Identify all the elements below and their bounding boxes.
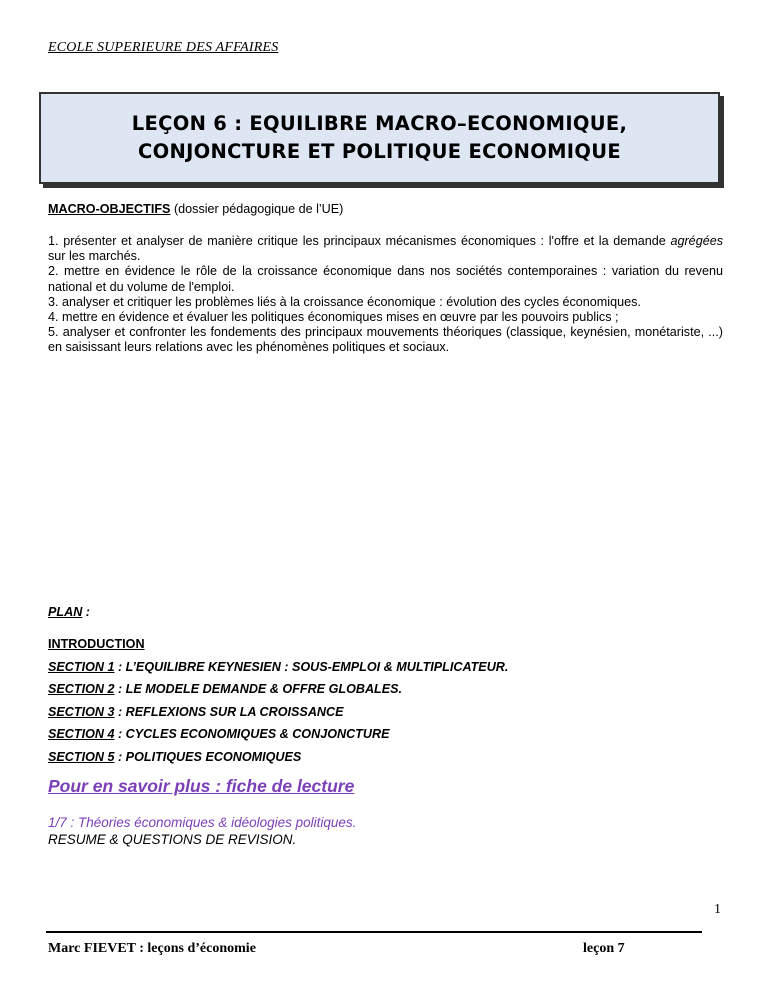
plan-section-3: SECTION 3 : REFLEXIONS SUR LA CROISSANCE — [48, 704, 344, 719]
macro-objectives-heading — [48, 202, 723, 217]
footer-lesson: leçon 7 — [583, 941, 625, 956]
footer-divider — [46, 931, 702, 933]
macro-objectives-list — [48, 234, 723, 356]
plan-label: PLAN — [48, 605, 83, 619]
plan-section-1: SECTION 1 : L’EQUILIBRE KEYNESIEN : SOUS-EMPLOI & MULTIPLICATEUR. — [48, 659, 509, 674]
plan-section-5: SECTION 5 : POLITIQUES ECONOMIQUES — [48, 749, 302, 764]
macro-objective-1: 1. présenter et analyser de manière critique les principaux mécanismes économiques : l'offre et la demande agrégées sur les marchés. — [48, 234, 723, 264]
school-header: ECOLE SUPERIEURE DES AFFAIRES — [48, 40, 279, 55]
plan-section-4: SECTION 4 : CYCLES ECONOMIQUES & CONJONCTURE — [48, 727, 390, 741]
macro-objectives-note: (dossier pédagogique de l’UE) — [170, 202, 344, 216]
footer-author: Marc FIEVET : leçons d’économie — [48, 941, 256, 956]
plan-heading: PLAN : — [48, 605, 90, 619]
lesson-title-line-1: LEÇON 6 : EQUILIBRE MACRO–ECONOMIQUE, — [131, 112, 628, 135]
lesson-title-box — [39, 92, 720, 184]
reading-sheet-item: 1/7 : Théories économiques & idéologies politiques. — [48, 815, 357, 830]
lesson-title-line-2: CONJONCTURE ET POLITIQUE ECONOMIQUE — [138, 140, 621, 163]
macro-objective-3: 3. analyser et critiquer les problèmes liés à la croissance économique : évolution des cycles économiques. — [48, 294, 641, 309]
macro-objective-5: 5. analyser et confronter les fondements des principaux mouvements théoriques (classique, keynésien, monétariste, ...) en saisissant leurs relations avec les phénomènes politiques et sociaux. — [48, 325, 723, 355]
macro-objective-2: 2. mettre en évidence le rôle de la croissance économique dans nos sociétés contemporaines : variation du revenu national et du volume de l'emploi. — [48, 264, 723, 294]
plan-introduction: INTRODUCTION — [48, 637, 145, 651]
page-number: 1 — [714, 902, 721, 917]
macro-objective-4: 4. mettre en évidence et évaluer les politiques économiques mises en œuvre par les pouvoirs publics ; — [48, 310, 619, 325]
macro-objectives-label: MACRO-OBJECTIFS — [48, 202, 171, 216]
plan-section-2: SECTION 2 : LE MODELE DEMANDE & OFFRE GLOBALES. — [48, 682, 403, 696]
summary-and-questions: RESUME & QUESTIONS DE REVISION. — [48, 832, 297, 847]
further-reading-heading: Pour en savoir plus : fiche de lecture — [48, 776, 355, 796]
plan-sections — [48, 637, 723, 772]
